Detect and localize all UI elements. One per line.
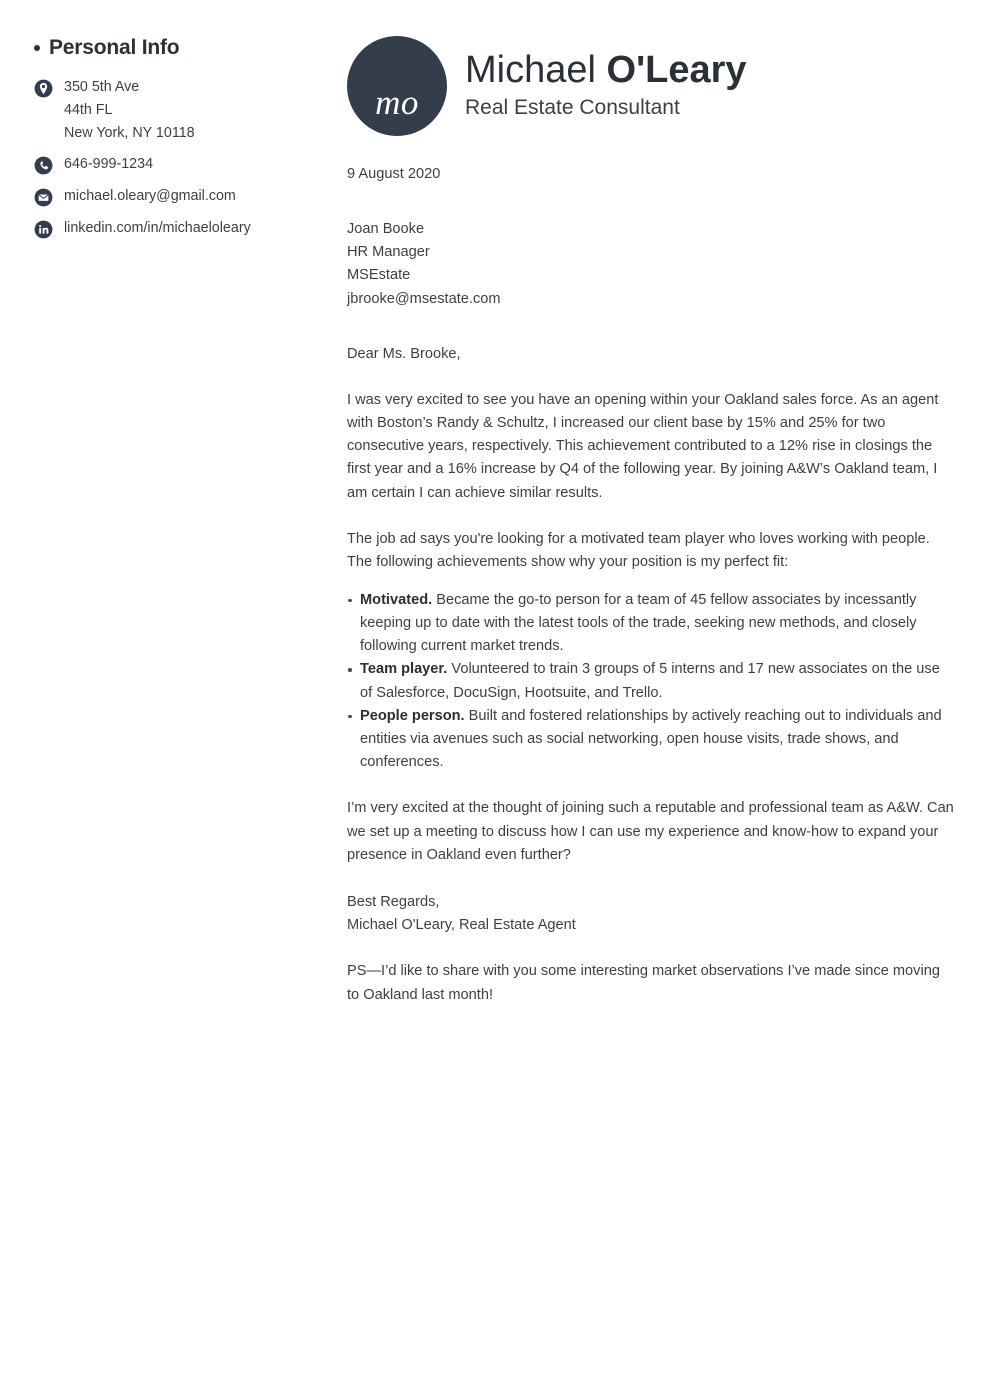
recipient-email: jbrooke@msestate.com [347,290,501,307]
body-paragraph-3: I’m very excited at the thought of joining such a reputable and professional team as A&W. Can we set up a meeting to discuss how I can use my experience and know-how to expand your presence in Oakland even further? [347,800,954,863]
address-line-2: 44th FL [64,101,113,118]
contact-item-email[interactable] [34,185,306,208]
signature-line: Michael O'Leary, Real Estate Agent [347,917,576,934]
recipient-block [347,218,955,311]
sidebar-personal-info [0,0,330,249]
bullet-body-text: Became the go-to person for a team of 45 fellow associates by incessantly keeping up to date with the latest tools of the trade, seeking new methods, and closely following current market trends. [360,591,917,655]
bullet-lead-label: Team player. [360,661,448,678]
bullet-body-text: Built and fostered relationships by actively reaching out to individuals and entities via avenues such as social networking, open house visits, trade shows, and conferences. [360,707,942,771]
monogram-avatar [347,36,447,136]
postscript: PS—I’d like to share with you some interesting market observations I’ve made since moving to Oakland last month! [347,963,940,1003]
linkedin-url-text: linkedin.com/in/michaeloleary [64,219,251,236]
bullet-lead-label: Motivated. [360,591,433,608]
email-address-text: michael.oleary@gmail.com [64,188,236,205]
linkedin-url [64,217,251,240]
body-paragraph-2: The job ad says you're looking for a motivated team player who loves working with people. The following achievements show why your position is my perfect fit: [347,530,930,571]
contact-item-phone [34,153,306,176]
letter-body [347,36,955,1021]
bullet-lead-label: People person. [360,707,465,724]
email-address [64,185,236,208]
address-text [64,76,195,144]
contact-list [34,76,306,240]
recipient-company: MSEstate [347,267,411,284]
address-line-1: 350 5th Ave [64,79,140,95]
address-line-3: New York, NY 10118 [64,124,195,141]
letter-header [347,36,955,136]
list-item [347,658,955,704]
location-pin-icon [34,79,53,98]
signoff-block [347,891,955,937]
recipient-name: Joan Booke [347,221,425,237]
phone-number: 646-999-1234 [64,156,154,173]
phone-icon [34,156,53,175]
list-item [347,589,955,659]
linkedin-icon [34,220,53,239]
salutation: Dear Ms. Brooke, [347,345,461,362]
sidebar-heading [34,36,306,60]
job-title: Real Estate Consultant [465,96,680,119]
phone-text [64,153,153,176]
contact-item-address [34,76,306,144]
last-name: O'Leary [606,49,747,91]
first-name: Michael [465,49,596,91]
bullet-body-text: Volunteered to train 3 groups of 5 interns and 17 new associates on the use of Salesforce, DocuSign, Hootsuite, and Trello. [360,661,940,701]
bullet-dot-icon [34,45,40,51]
list-item [347,705,955,775]
name-block [465,48,747,124]
closing-line: Best Regards, [347,894,440,911]
sidebar-heading-label: Personal Info [49,36,180,59]
contact-item-linkedin[interactable] [34,217,306,240]
email-icon [34,188,53,207]
monogram-initials: mo [375,83,419,122]
body-paragraph-1: I was very excited to see you have an opening within your Oakland sales force. As an agent with Boston’s Randy & Schultz, I increased our client base by 15% and 25% for two consecutive years, respectively. This achievement contributed to a 12% rise in closings the first year and a 16% increase by Q4 of the following year. By joining A&W’s Oakland team, I am certain I can achieve similar results. [347,391,939,501]
achievements-list [347,589,955,775]
recipient-role: HR Manager [347,244,430,261]
letter-date: 9 August 2020 [347,166,441,182]
page-title [465,48,747,92]
